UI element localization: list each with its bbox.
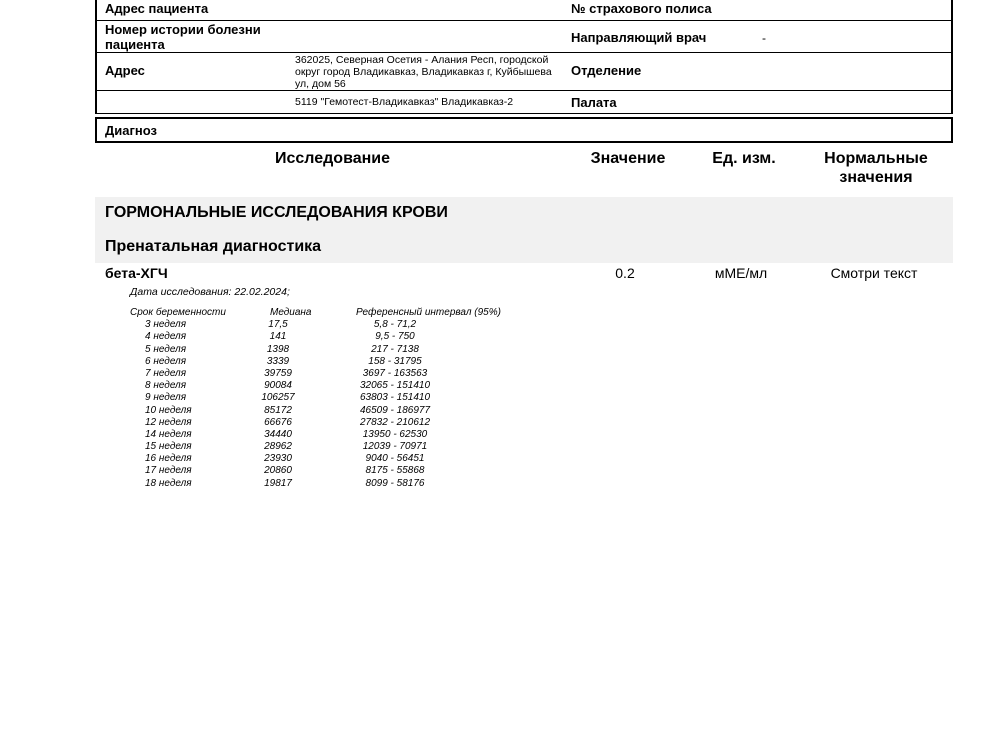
address-value: 362025, Северная Осетия - Алания Респ, городской округ город Владикавказ, Владикавказ г, Куйбышева ул, дом 56 [295,54,552,90]
ref-week: 14 неделя [145,428,192,440]
divider [97,90,951,91]
ref-interval: 3697 - 163563 [362,367,428,379]
ref-median: 85172 [264,404,292,416]
table-row [130,368,530,380]
ref-interval: 8099 - 58176 [365,477,425,489]
column-study: Исследование [275,150,390,167]
reference-header [130,307,530,319]
section-title: ГОРМОНАЛЬНЫЕ ИССЛЕДОВАНИЯ КРОВИ [105,204,448,221]
table-row [130,478,530,490]
ref-week: 10 неделя [145,404,192,416]
ref-interval: 46509 - 186977 [359,404,431,416]
ref-median: 20860 [264,465,292,477]
ref-median: 17,5 [268,319,288,331]
column-normal-line1: Нормальные [824,150,928,167]
ref-interval: 158 - 31795 [368,355,422,367]
ref-median: 141 [269,331,287,343]
column-normal [806,149,946,187]
diagnosis-box [95,117,953,143]
ref-week: 17 неделя [145,465,192,477]
ref-week: 7 неделя [145,367,187,379]
history-label: Номер истории болезни пациента [105,22,261,52]
test-unit: мМЕ/мл [714,265,768,281]
column-value: Значение [590,150,666,167]
ref-interval: 8175 - 55868 [365,465,425,477]
ref-median: 3339 [266,355,290,367]
ref-week: 3 неделя [145,319,187,331]
referring-doctor-label: Направляющий врач [571,30,707,45]
study-date: Дата исследования: 22.02.2024; [130,286,290,298]
ref-median: 106257 [261,392,295,404]
ref-median: 39759 [264,367,292,379]
patient-address-label: Адрес пациента [105,1,209,16]
ref-median: 19817 [264,477,292,489]
ref-week: 8 неделя [145,380,187,392]
ref-median: 1398 [266,343,290,355]
ref-week: 18 неделя [145,477,192,489]
ref-week: 6 неделя [145,355,187,367]
ref-interval: 9040 - 56451 [365,453,425,465]
table-row [130,417,530,429]
ref-median: 34440 [264,428,292,440]
table-row [130,465,530,477]
ref-interval: 12039 - 70971 [362,441,428,453]
ref-interval: 9,5 - 750 [375,331,415,343]
lab-value: 5119 "Гемотест-Владикавказ" Владикавказ-2 [295,96,514,108]
test-name: бета-ХГЧ [105,265,168,281]
table-row [130,344,530,356]
ref-interval: 63803 - 151410 [359,392,431,404]
ref-median: 28962 [264,441,292,453]
department-label: Отделение [571,63,642,78]
ref-median: 23930 [264,453,292,465]
ref-week: 15 неделя [145,441,192,453]
table-row [130,441,530,453]
ref-interval: 5,8 - 71,2 [373,319,417,331]
ref-interval: 217 - 7138 [371,343,419,355]
test-value: 0.2 [615,265,635,281]
ref-interval: 13950 - 62530 [362,428,428,440]
test-normal: Смотри текст [830,265,918,281]
table-row [130,392,530,404]
ref-week: 12 неделя [145,416,192,428]
ref-col-term: Срок беременности [130,307,226,318]
column-normal-line2: значения [839,169,913,186]
ref-week: 4 неделя [145,331,187,343]
table-row [130,453,530,465]
table-row [130,356,530,368]
ref-week: 5 неделя [145,343,187,355]
column-unit: Ед. изм. [712,150,776,167]
patient-header-table [95,0,953,114]
table-row [130,331,530,343]
ref-col-interval: Референсный интервал (95%) [356,307,501,318]
table-row [130,380,530,392]
policy-label: № страхового полиса [571,1,712,16]
reference-table [130,307,530,490]
ref-median: 66676 [264,416,292,428]
table-row [130,319,530,331]
ref-median: 90084 [264,380,292,392]
table-row [130,429,530,441]
subsection-title: Пренатальная диагностика [105,238,322,255]
ref-week: 16 неделя [145,453,192,465]
ref-week: 9 неделя [145,392,187,404]
address-label: Адрес [105,63,145,78]
table-row [130,405,530,417]
ref-interval: 32065 - 151410 [359,380,431,392]
diagnosis-label: Диагноз [105,123,157,138]
ref-col-median: Медиана [270,307,312,318]
divider [97,20,951,21]
referring-doctor-value: - [762,31,766,45]
ref-interval: 27832 - 210612 [359,416,431,428]
ward-label: Палата [571,95,617,110]
divider [97,52,951,53]
